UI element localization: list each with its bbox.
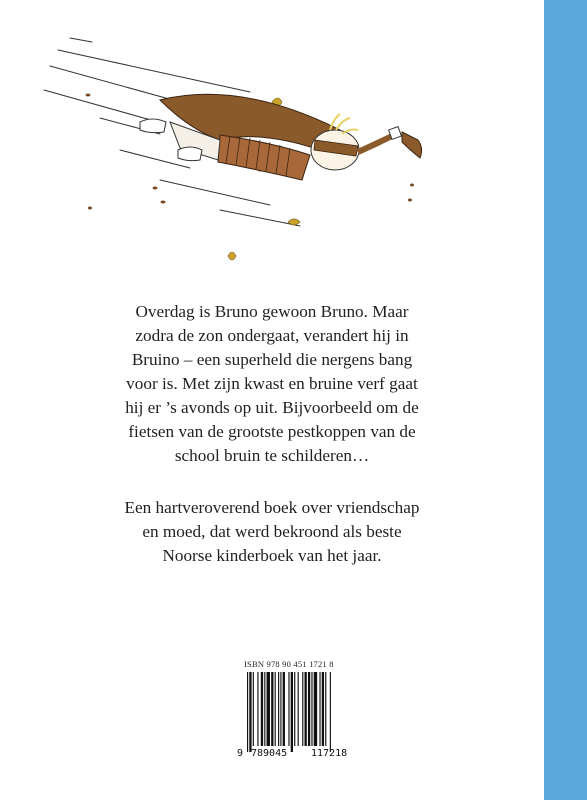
- barcode-bar: [257, 672, 258, 746]
- barcode-bar: [322, 672, 324, 746]
- blurb-paragraph: Een hartveroverend boek over vriendschap en moed, dat werd bekroond als beste Noorse kinderboek van het jaar.: [124, 498, 420, 565]
- flying-superhero-illustration: [40, 30, 460, 280]
- barcode-bar: [314, 672, 317, 746]
- barcode-left-digits: 789045: [251, 748, 288, 759]
- barcode-bar: [311, 672, 312, 746]
- barcode-bar: [294, 672, 295, 746]
- isbn-label: ISBN 978 90 451 1721 8: [244, 659, 334, 669]
- barcode-bar: [325, 672, 326, 746]
- blurb-paragraph: Overdag is Bruno gewoon Bruno. Maar zodra de zon ondergaat, verandert hij in Bruino – een superheld die nergens bang voor is. Met zijn kwast en bruine verf gaat hij er ’s avonds op uit. Bijvoorbeeld om de fietsen van de grootste pestkoppen van de school bruin te schilderen…: [125, 302, 419, 465]
- barcode-first-digit: 9: [237, 748, 244, 759]
- barcode-bar: [330, 672, 331, 752]
- barcode-bar: [302, 672, 303, 746]
- barcode-bar: [291, 672, 293, 752]
- barcode-bar: [275, 672, 276, 746]
- barcode-bar: [253, 672, 254, 746]
- barcode-bar: [280, 672, 281, 746]
- barcode-bar: [298, 672, 299, 746]
- barcode-bar: [247, 672, 248, 752]
- barcode-bar: [261, 672, 263, 746]
- barcode-bar: [278, 672, 279, 746]
- barcode-right-digits: 117218: [311, 748, 348, 759]
- barcode-bar: [288, 672, 289, 746]
- barcode-bar: [283, 672, 285, 746]
- barcode-bar: [319, 672, 320, 746]
- barcode-bar: [271, 672, 273, 746]
- barcode-bar: [308, 672, 310, 746]
- barcode-bar: [267, 672, 270, 746]
- book-spine: [544, 0, 587, 800]
- barcode-bar: [264, 672, 265, 746]
- barcode-bar: [305, 672, 307, 746]
- barcode: [235, 670, 375, 760]
- barcode-bar: [249, 672, 251, 752]
